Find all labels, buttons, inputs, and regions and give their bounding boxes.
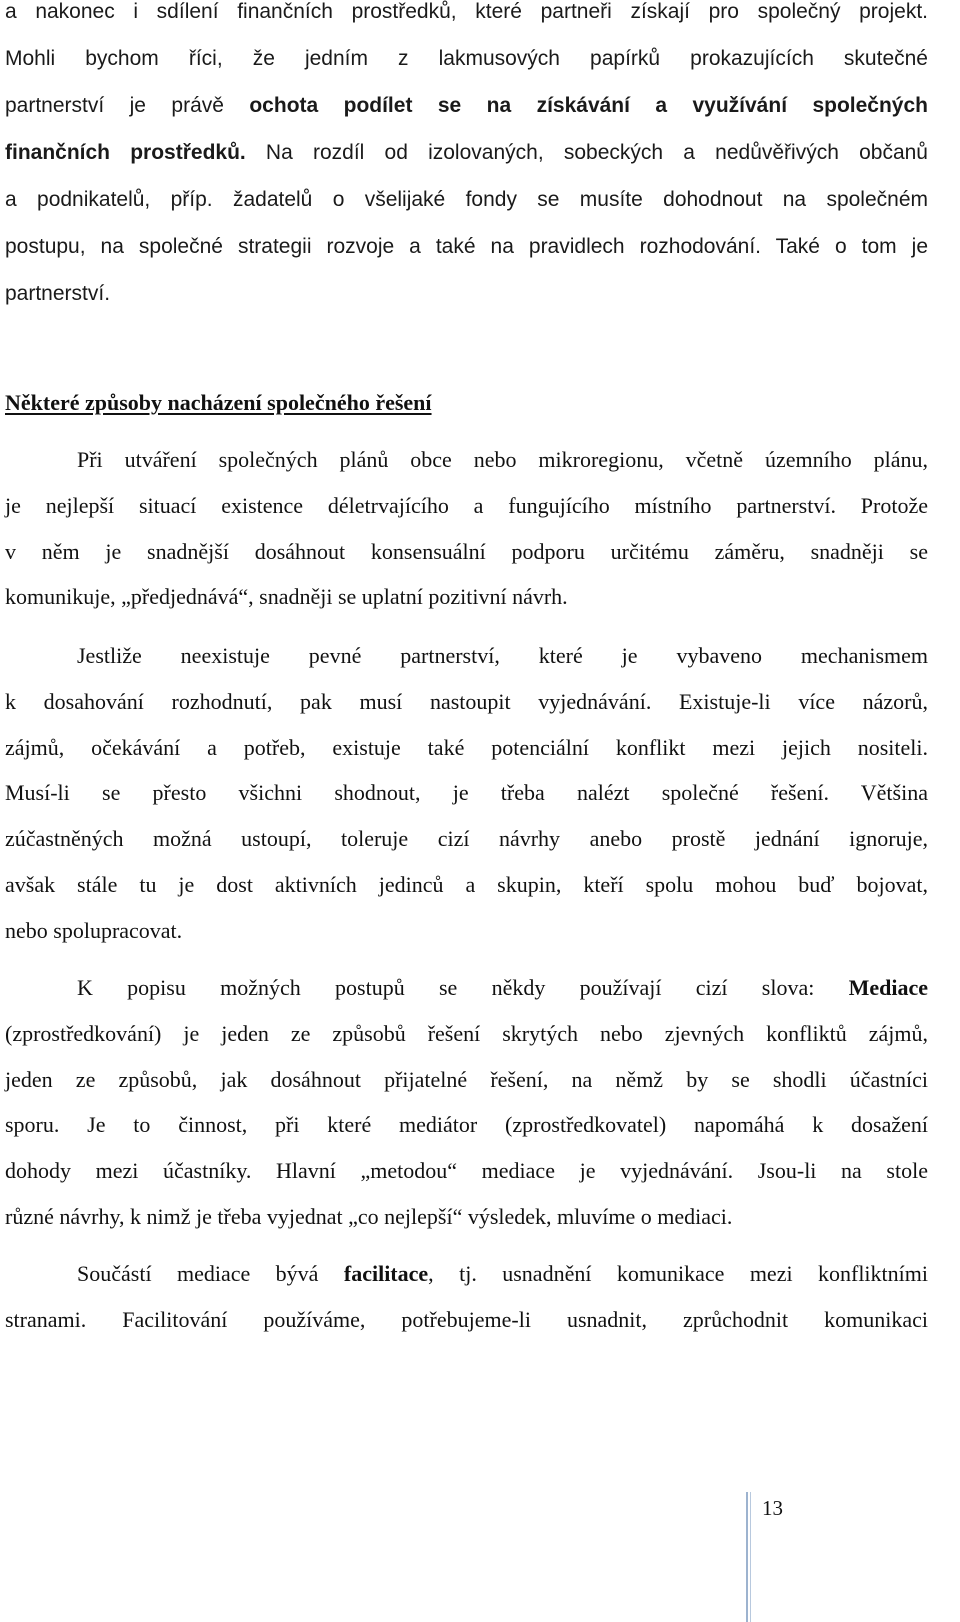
footer-rule (746, 1492, 748, 1622)
text-line: (zprostředkování) je jeden ze způsobů řešení skrytých nebo zjevných konfliktů zájmů, (5, 1020, 928, 1046)
text-line: zúčastněných možná ustoupí, toleruje cizí návrhy anebo prostě jednání ignoruje, (5, 826, 928, 852)
text-line: postupu, na společné strategii rozvoje a také na pravidlech rozhodování. Také o tom je (5, 235, 928, 258)
text-line: stranami. Facilitování používáme, potřebujeme-li usnadnit, zprůchodnit komunikaci (5, 1306, 928, 1332)
text-line: Musí-li se přesto všichni shodnout, je třeba nalézt společné řešení. Většina (5, 780, 928, 806)
bold-term: facilitace (343, 1261, 429, 1286)
text-line: a podnikatelů, příp. žadatelů o všelijaké fondy se musíte dohodnout na společném (5, 188, 928, 211)
text-line: různé návrhy, k nimž je třeba vyjednat „co nejlepší“ výsledek, mluvíme o mediaci. (5, 1203, 733, 1229)
section-heading: Některé způsoby nacházení společného řešení (5, 390, 432, 415)
text-line: Při utváření společných plánů obce nebo mikroregionu, včetně územního plánu, (77, 447, 928, 472)
text-line: a nakonec i sdílení finančních prostředků, které partneři získají pro společný projekt. (5, 0, 928, 23)
text-line: finančních prostředků. Na rozdíl od izolovaných, sobeckých a nedůvěřivých občanů (5, 141, 928, 164)
text-line: je nejlepší situací existence déletrvajícího a fungujícího místního partnerství. Protože (5, 492, 928, 518)
text-line: v něm je snadnější dosáhnout konsensuální podporu určitému záměru, snadněji se (5, 538, 928, 564)
text-line: komunikuje, „předjednává“, snadněji se uplatní pozitivní návrh. (5, 584, 568, 610)
text-line: zájmů, očekávání a potřeb, existuje také potenciální konflikt mezi jejich nositeli. (5, 734, 928, 760)
text-line: nebo spolupracovat. (5, 917, 183, 943)
text-line: avšak stále tu je dost aktivních jedinců a skupin, kteří spolu mohou buď bojovat, (5, 871, 928, 897)
text-line: sporu. Je to činnost, při které mediátor (zprostředkovatel) napomáhá k dosažení (5, 1112, 928, 1138)
intro-paragraph (5, 0, 928, 317)
text-line: K popisu možných postupů se někdy používají cizí slova: Mediace (77, 975, 928, 1000)
bold-phrase: ochota podílet se na získávání a využívání společných (249, 94, 928, 117)
footer-rule (750, 1492, 751, 1622)
text-line: k dosahování rozhodnutí, pak musí nastoupit vyjednávání. Existuje-li více názorů, (5, 688, 928, 714)
text-line: partnerství je právě ochota podílet se na získávání a využívání společných (5, 94, 928, 117)
page-number: 13 (762, 1496, 783, 1520)
body-paragraph (5, 633, 928, 954)
text-line: jeden ze způsobů, jak dosáhnout přijatelné řešení, na němž by se shodli účastníci (5, 1066, 928, 1092)
text-line: Mohli bychom říci, že jedním z lakmusových papírků prokazujících skutečné (5, 47, 928, 70)
text-line: Součástí mediace bývá facilitace, tj. usnadnění komunikace mezi konfliktními (77, 1261, 928, 1286)
body-paragraph (5, 965, 928, 1240)
bold-phrase: finančních prostředků. (5, 141, 246, 164)
text-line: Jestliže neexistuje pevné partnerství, které je vybaveno mechanismem (77, 643, 928, 668)
text-line: partnerství. (5, 282, 111, 305)
text-line: dohody mezi účastníky. Hlavní „metodou“ mediace je vyjednávání. Jsou-li na stole (5, 1158, 928, 1184)
body-paragraph (5, 1251, 928, 1343)
bold-term: Mediace (848, 975, 928, 1000)
body-paragraph (5, 437, 928, 620)
